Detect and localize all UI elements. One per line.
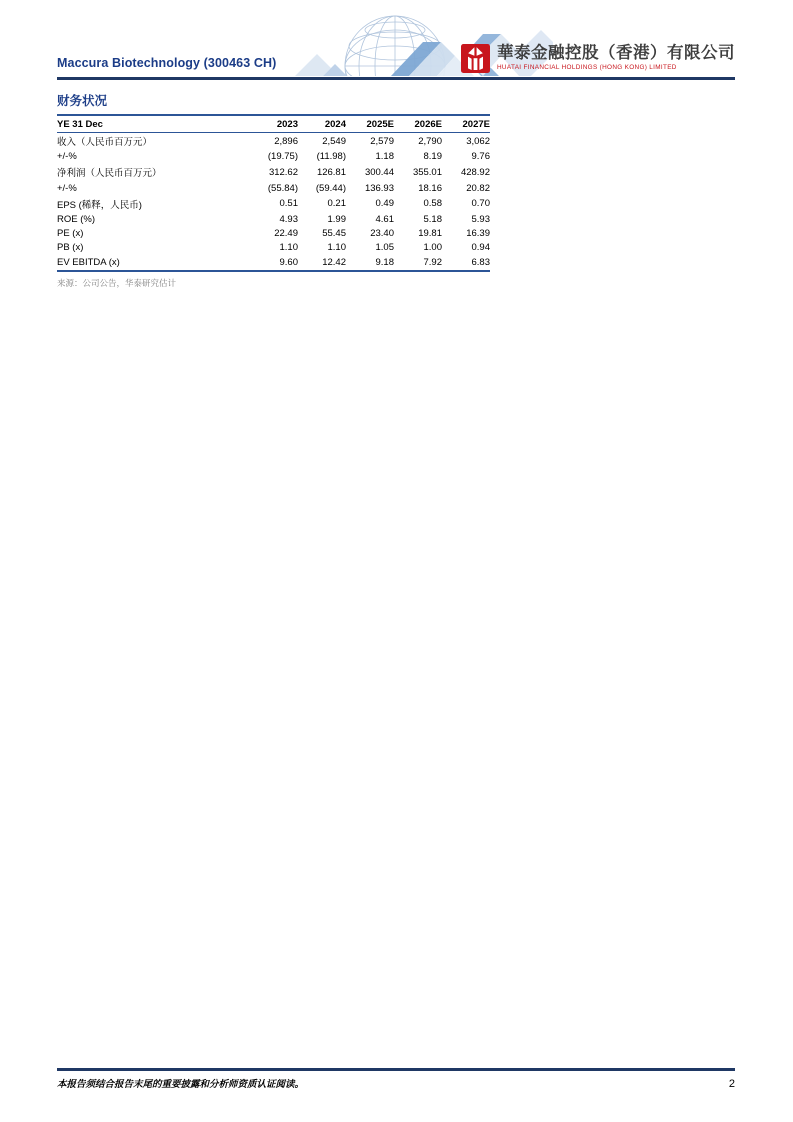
col-header-2023: 2023 xyxy=(250,115,298,132)
row-label: PB (x) xyxy=(57,242,84,254)
report-title: Maccura Biotechnology (300463 CH) xyxy=(57,56,277,70)
cell-value: 19.81 xyxy=(418,228,442,240)
table-source-note: 来源：公司公告，华泰研究估计 xyxy=(57,278,177,289)
cell-value: 18.16 xyxy=(418,182,442,194)
cell-value: 22.49 xyxy=(274,228,298,240)
huatai-logo-icon xyxy=(461,44,490,73)
cell-value: 0.51 xyxy=(279,198,298,210)
row-label: 收入（人民币百万元） xyxy=(57,137,153,149)
cell-value: (19.75) xyxy=(267,151,298,163)
cell-value: 300.44 xyxy=(364,166,394,178)
row-label: EV EBITDA (x) xyxy=(57,255,250,271)
col-header-2026e: 2026E xyxy=(394,115,442,132)
page-footer xyxy=(57,1068,735,1090)
cell-value: 12.42 xyxy=(298,255,346,271)
cell-value: 136.93 xyxy=(364,182,394,194)
row-label: PE (x) xyxy=(57,228,84,240)
cell-value: 126.81 xyxy=(316,166,346,178)
cell-value: 16.39 xyxy=(466,228,490,240)
cell-value: 1.00 xyxy=(423,242,442,254)
table-header-row xyxy=(57,115,490,132)
table-row-net-profit xyxy=(57,164,490,181)
row-label: EPS (稀释，人民币) xyxy=(57,199,142,211)
cell-value: 5.18 xyxy=(423,214,442,226)
cell-value: (55.84) xyxy=(267,182,298,194)
footer-disclaimer: 本报告须结合报告末尾的重要披露和分析师资质认证阅读。 xyxy=(57,1078,305,1090)
cell-value: 9.76 xyxy=(471,151,490,163)
cell-value: 1.18 xyxy=(375,151,394,163)
cell-value: 20.82 xyxy=(466,182,490,194)
cell-value: 55.45 xyxy=(322,228,346,240)
cell-value: (11.98) xyxy=(316,151,346,163)
cell-value: 355.01 xyxy=(412,166,442,178)
table-row-roe xyxy=(57,212,490,226)
cell-value: 312.62 xyxy=(268,166,298,178)
cell-value: 9.18 xyxy=(346,255,394,271)
cell-value: 0.49 xyxy=(375,198,394,210)
cell-value: 1.05 xyxy=(375,242,394,254)
row-label: +/-% xyxy=(57,182,77,194)
table-row-net-profit-growth xyxy=(57,181,490,195)
cell-value: 1.99 xyxy=(327,214,346,226)
row-label: ROE (%) xyxy=(57,214,95,226)
table-row-revenue xyxy=(57,132,490,150)
header-divider xyxy=(57,77,735,80)
cell-value: 9.60 xyxy=(250,255,298,271)
cell-value: 2,896 xyxy=(274,135,298,147)
cell-value: 5.93 xyxy=(471,214,490,226)
table-row-eps xyxy=(57,195,490,212)
table-row-revenue-growth xyxy=(57,150,490,164)
table-row-pe xyxy=(57,227,490,241)
cell-value: 3,062 xyxy=(466,135,490,147)
huatai-logo xyxy=(461,44,735,76)
col-header-ye: YE 31 Dec xyxy=(57,115,250,132)
financial-summary-table xyxy=(57,114,490,272)
cell-value: 23.40 xyxy=(370,228,394,240)
cell-value: 0.21 xyxy=(327,198,346,210)
logo-company-name-zh: 華泰金融控股（香港）有限公司 xyxy=(497,44,735,63)
cell-value: 1.10 xyxy=(327,242,346,254)
cell-value: 2,549 xyxy=(322,135,346,147)
cell-value: 4.93 xyxy=(279,214,298,226)
cell-value: (59.44) xyxy=(315,182,346,194)
cell-value: 2,579 xyxy=(370,135,394,147)
section-title: 财务状况 xyxy=(57,94,108,108)
footer-divider xyxy=(57,1068,735,1071)
col-header-2024: 2024 xyxy=(298,115,346,132)
cell-value: 8.19 xyxy=(423,151,442,163)
cell-value: 428.92 xyxy=(460,166,490,178)
page-header xyxy=(57,0,735,80)
cell-value: 2,790 xyxy=(418,135,442,147)
row-label: 净利润（人民币百万元） xyxy=(57,168,162,180)
cell-value: 6.83 xyxy=(442,255,490,271)
table-row-pb xyxy=(57,241,490,255)
cell-value: 0.94 xyxy=(471,242,490,254)
cell-value: 0.58 xyxy=(423,198,442,210)
cell-value: 0.70 xyxy=(471,198,490,210)
cell-value: 1.10 xyxy=(279,242,298,254)
col-header-2025e: 2025E xyxy=(346,115,394,132)
col-header-2027e: 2027E xyxy=(442,115,490,132)
cell-value: 7.92 xyxy=(394,255,442,271)
table-row-ev-ebitda xyxy=(57,255,490,271)
logo-company-name-en: HUATAI FINANCIAL HOLDINGS (HONG KONG) LIMITED xyxy=(497,63,677,71)
row-label: +/-% xyxy=(57,151,77,163)
page-number: 2 xyxy=(728,1077,735,1090)
cell-value: 4.61 xyxy=(375,214,394,226)
